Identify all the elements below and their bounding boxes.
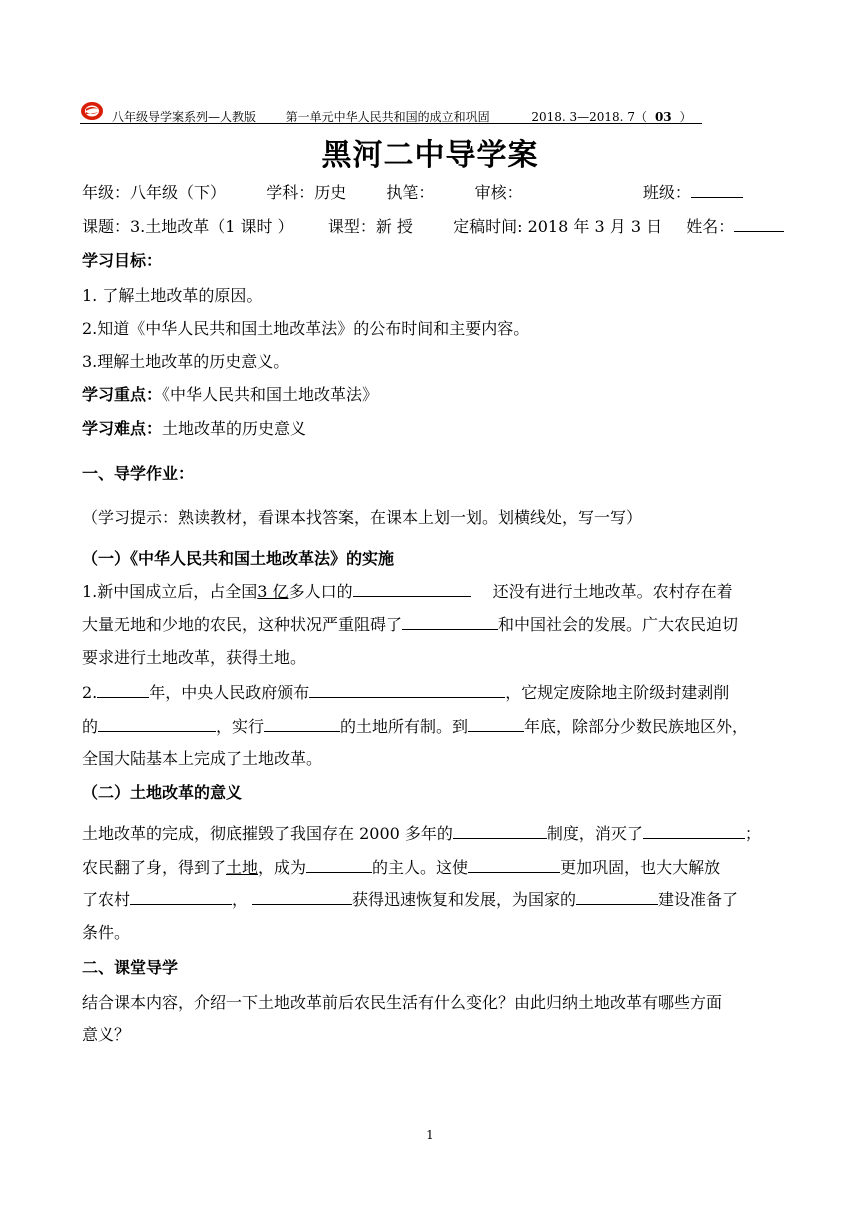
q2-blank-5[interactable] [468,714,524,732]
header-period-num: 03 [654,110,672,124]
section2-line1: 结合课本内容，介绍一下土地改革前后农民生活有什么变化？由此归纳土地改革有哪些方面 [82,993,723,1012]
section2-line2: 意义？ [82,1025,131,1044]
q2-blank-2[interactable] [309,680,505,698]
key-label: 学习重点： [82,385,163,404]
header-rule [80,123,702,124]
q2-line1: 2. 年，中央人民政府颁布 ，它规定废除地主阶级封建剥削 [82,680,729,703]
date-field: 定稿时间: 2018 年 3 月 3 日 [453,217,663,236]
q2-line3: 全国大陆基本上完成了土地改革。 [82,749,323,768]
page-title: 黑河二中导学案 [321,138,539,173]
reviewer-field: 审核： [474,183,523,202]
goal-item-2: 2.知道《中华人民共和国土地改革法》的公布时间和主要内容。 [82,319,530,338]
info-row-2 [82,214,784,237]
q3-blank-7[interactable] [576,887,658,905]
goals-heading: 学习目标： [82,251,163,270]
q1-line1: 1.新中国成立后，占全国3 亿多人口的 还没有进行土地改革。农村存在着 [82,579,733,602]
q3-blank-1[interactable] [453,821,547,839]
section1-heading: 一、导学作业： [82,464,195,483]
header-unit: 第一单元中华人民共和国的成立和巩固 [285,110,490,124]
difficulty-label: 学习难点： [82,419,163,438]
key-text: 《中华人民共和国土地改革法》 [162,385,379,404]
part2-heading: （二）土地改革的意义 [82,783,243,802]
subject-field: 学科：历史 [266,183,347,202]
q2-blank-3[interactable] [98,714,216,732]
q3-line3: 了农村 ， 获得迅速恢复和发展，为国家的 建设准备了 [82,887,738,910]
q3-blank-5[interactable] [130,887,232,905]
class-label: 班级： [642,183,691,202]
q3-blank-3[interactable] [306,855,372,873]
q1-underlined-number: 3 亿 [257,582,289,601]
difficulty-point [82,416,306,439]
q3-blank-4[interactable] [468,855,560,873]
key-point [82,382,378,405]
q2-blank-1[interactable] [97,680,149,698]
class-blank[interactable] [691,180,743,198]
writer-field: 执笔： [386,183,435,202]
header-series: 八年级导学案系列—人教版 [112,110,257,124]
goal-item-3: 3.理解土地改革的历史意义。 [82,352,290,371]
part1-heading: （一）《中华人民共和国土地改革法》的实施 [82,549,395,568]
name-blank[interactable] [734,214,784,232]
study-hint: （学习提示：熟读教材，看课本找答案，在课本上划一划。划横线处，写一写） [82,508,643,527]
q3-blank-6[interactable] [252,887,352,905]
q1-line2: 大量无地和少地的农民，这种状况严重阻碍了 和中国社会的发展。广大农民迫切 [82,612,738,635]
q1-blank-1[interactable] [353,579,471,597]
type-field: 课型：新 授 [327,217,413,236]
q3-blank-2[interactable] [643,821,745,839]
section2-heading: 二、课堂导学 [82,958,179,977]
info-row-1 [82,180,743,203]
name-label: 姓名： [686,217,735,236]
goal-item-1: 1. 了解土地改革的原因。 [82,286,263,305]
running-header: 八年级导学案系列—人教版 第一单元中华人民共和国的成立和巩固 2018. 3—2018. 7（ 03 ） [112,110,692,124]
q3-underlined-land: 土地 [226,858,259,877]
q3-line4: 条件。 [82,923,131,942]
q2-line2: 的 ，实行 的土地所有制。到 年底，除部分少数民族地区外， [82,714,748,737]
q1-line3: 要求进行土地改革，获得土地。 [82,648,307,667]
q3-line2: 农民翻了身，得到了土地，成为 的主人。这使 更加巩固，也大大解放 [82,855,720,878]
q1-blank-2[interactable] [402,612,498,630]
page-number: 1 [426,1128,434,1142]
header-period: 2018. 3—2018. 7（ [531,110,647,124]
grade-field: 年级：八年级（下） [82,183,227,202]
school-logo-icon [80,101,104,121]
q3-line1: 土地改革的完成，彻底摧毁了我国存在 2000 多年的 制度，消灭了 ； [82,821,761,844]
difficulty-text: 土地改革的历史意义 [162,419,307,438]
topic-field: 课题：3.土地改革（1 课时 ） [82,217,294,236]
q2-blank-4[interactable] [264,714,340,732]
